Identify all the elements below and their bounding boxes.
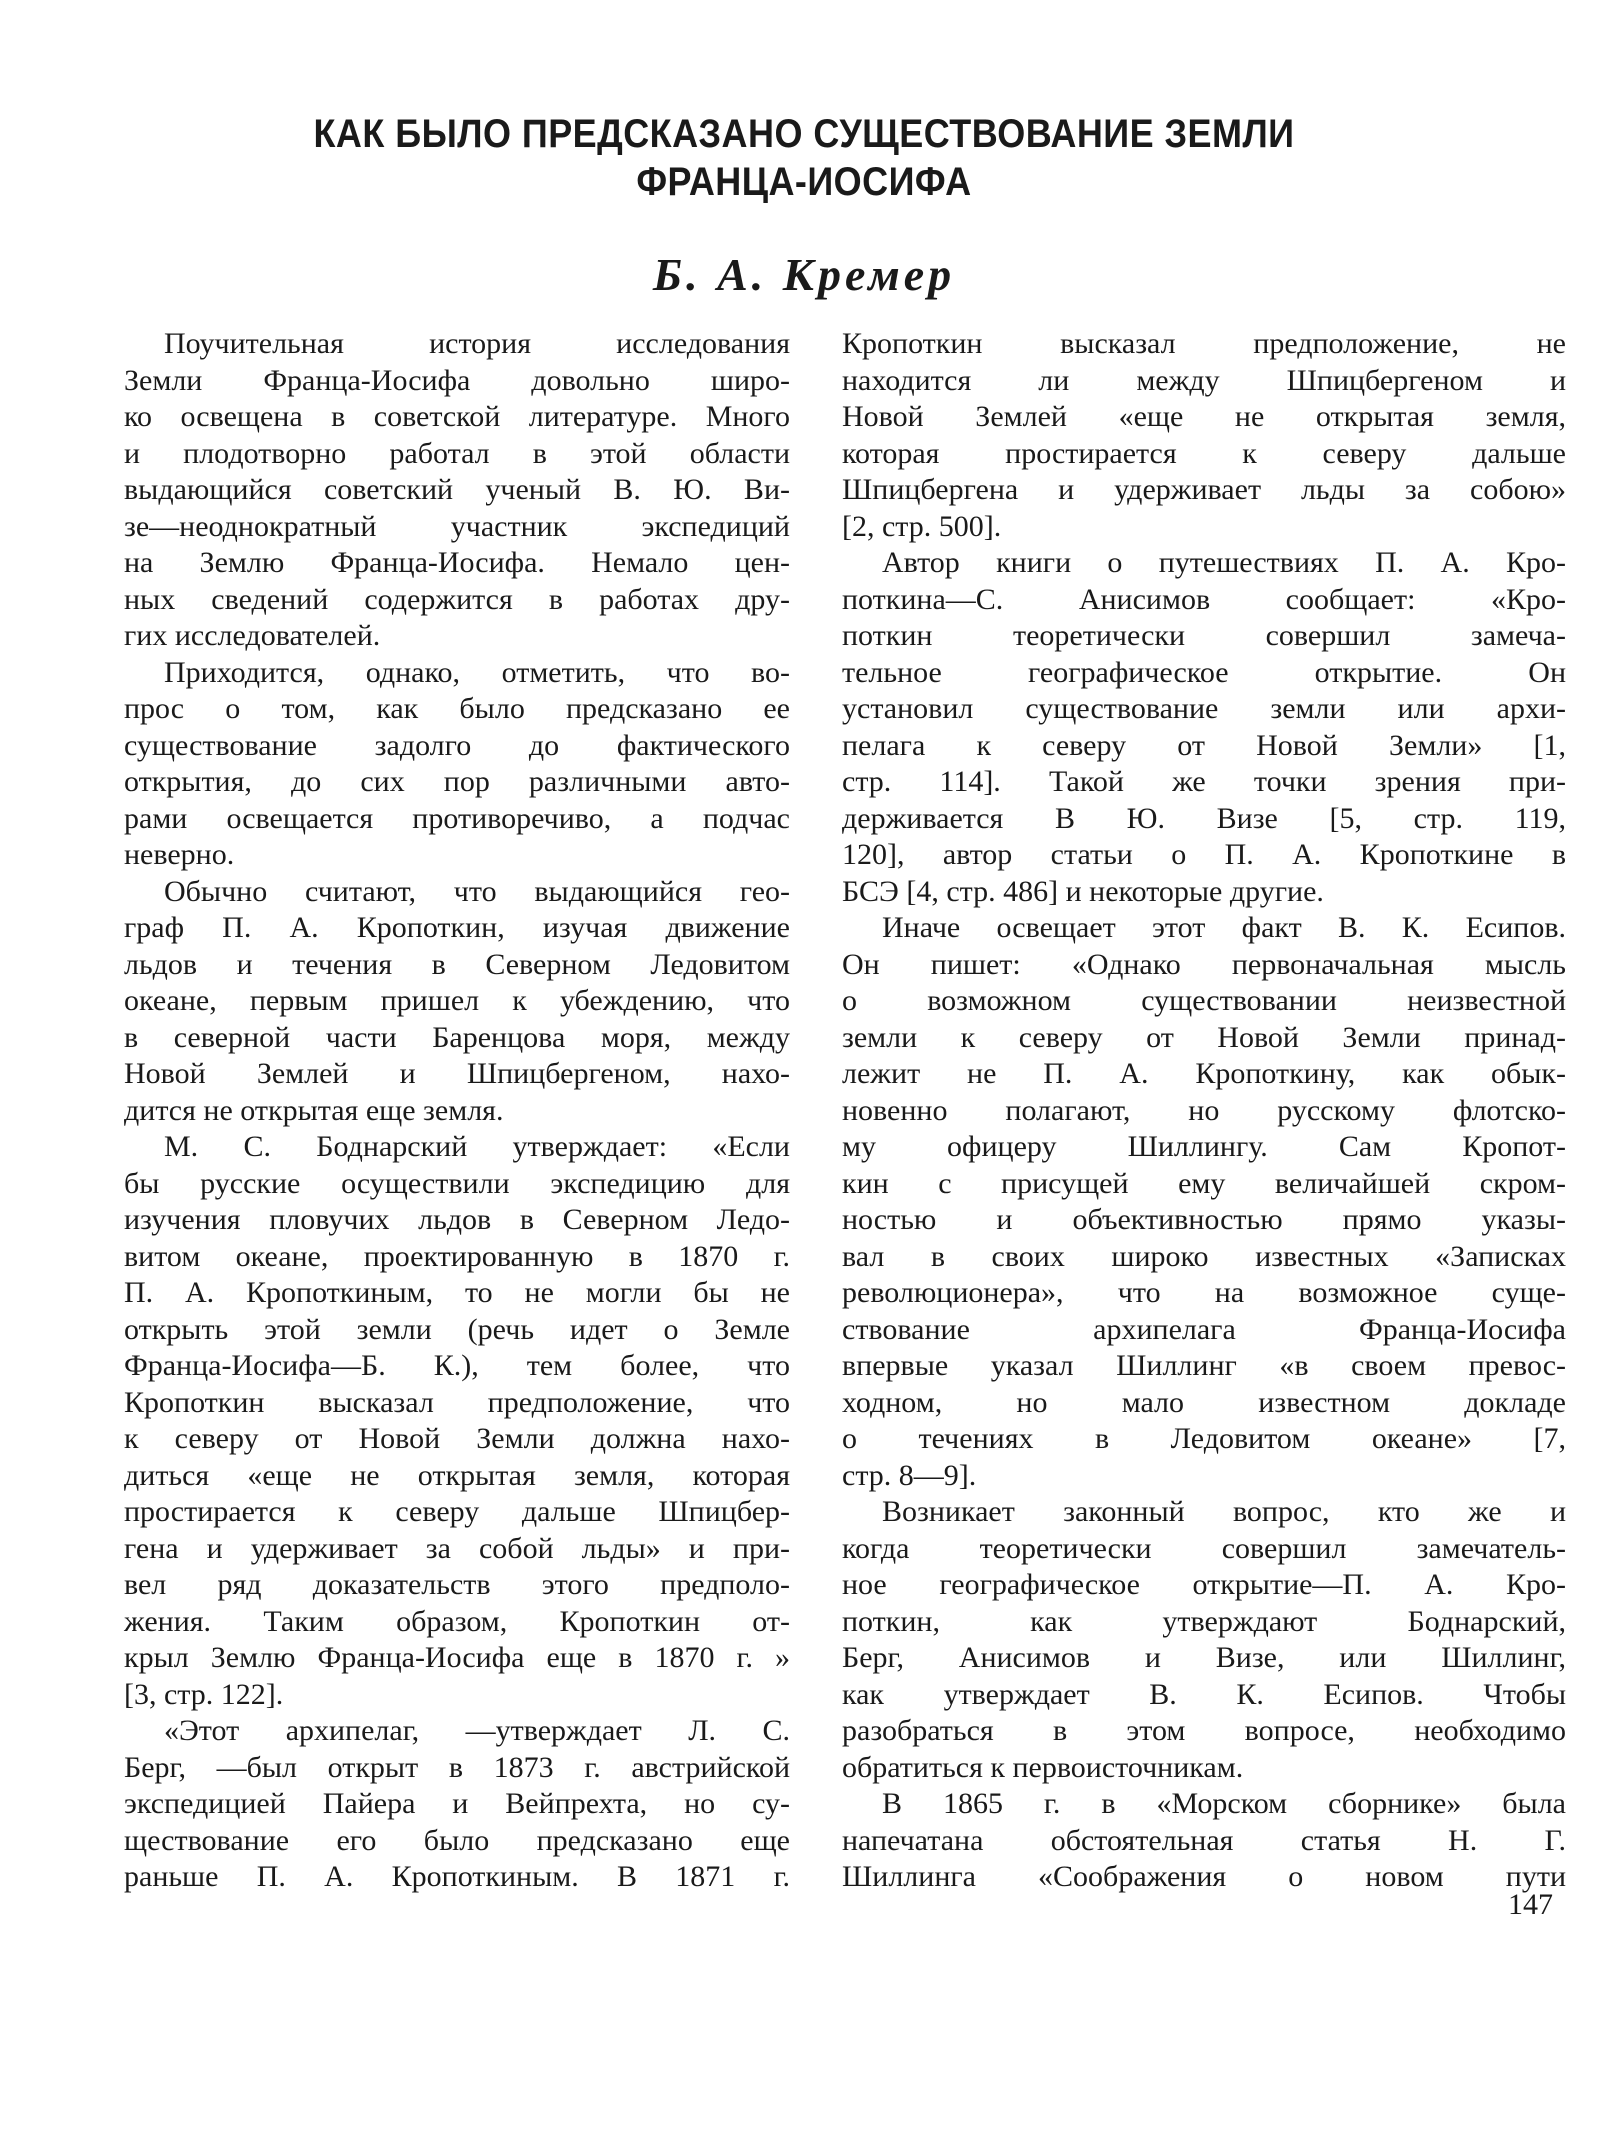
text-line: Новой Землей и Шпицбергеном, нахо- — [124, 1057, 790, 1090]
text-line: ходном, но мало известном докладе — [842, 1385, 1566, 1419]
text-line: В 1865 г. в «Морском сборнике» была — [882, 1787, 1566, 1820]
text-line: новенно полагают, но русскому флотско- — [842, 1093, 1566, 1127]
text-line: крыл Землю Франца-Иосифа еще в 1870 г. » — [124, 1641, 790, 1674]
text-line: тельное географическое открытие. Он — [842, 655, 1566, 689]
text-line: открытия, до сих пор различными авто- — [124, 765, 790, 798]
page-number: 147 — [1508, 1888, 1553, 1921]
text-line: ко освещена в советской литературе. Много — [124, 400, 790, 433]
text-line: гих исследователей. — [124, 619, 381, 652]
text-line: льдов и течения в Северном Ледовитом — [124, 947, 790, 981]
text-line: бы русские осуществили экспедицию для — [124, 1166, 790, 1200]
text-line: открыть этой земли (речь идет о Земле — [124, 1312, 790, 1346]
text-line: земли к северу от Новой Земли принад- — [842, 1020, 1566, 1054]
text-line: стр. 8—9]. — [842, 1458, 977, 1492]
article-title-line-2: ФРАНЦА-ИОСИФА — [636, 160, 972, 204]
paragraph — [842, 545, 1566, 910]
text-line: о возможном существовании неизвестной — [842, 984, 1566, 1017]
text-line: находится ли между Шпицбергеном и — [842, 363, 1566, 397]
right-column — [842, 326, 1566, 1896]
paragraph — [124, 1713, 790, 1896]
text-line: поткин, как утверждают Боднарский, — [842, 1604, 1566, 1638]
text-line: рами освещается противоречиво, а подчас — [124, 801, 790, 835]
paragraph — [842, 326, 1566, 545]
text-line: Новой Землей «еще не открытая земля, — [842, 400, 1566, 433]
article-author: Б. А. Кремер — [652, 249, 956, 300]
text-line: зе—неоднократный участник экспедиций — [124, 509, 790, 543]
text-line: прос о том, как было предсказано ее — [124, 692, 790, 725]
text-line: Возникает законный вопрос, кто же и — [882, 1495, 1566, 1528]
text-line: [3, стр. 122]. — [124, 1677, 284, 1711]
text-line: диться «еще не открытая земля, которая — [124, 1458, 790, 1492]
text-line: Автор книги о путешествиях П. А. Кро- — [882, 546, 1566, 579]
text-line: ществование его было предсказано еще — [124, 1823, 790, 1857]
text-line: «Этот архипелаг, —утверждает Л. С. — [164, 1714, 790, 1747]
paragraph — [124, 655, 790, 874]
text-line: граф П. А. Кропоткин, изучая движение — [124, 911, 790, 944]
text-line: поткин теоретически совершил замеча- — [842, 619, 1566, 652]
text-line: выдающийся советский ученый В. Ю. Ви- — [124, 473, 790, 506]
text-line: которая простирается к северу дальше — [842, 436, 1566, 470]
text-line: БСЭ [4, стр. 486] и некоторые другие. — [842, 874, 1324, 908]
text-line: Берг, Анисимов и Визе, или Шиллинг, — [842, 1641, 1566, 1674]
text-line: неверно. — [124, 838, 235, 871]
text-line: ствование архипелага Франца-Иосифа — [842, 1312, 1566, 1346]
text-line: Он пишет: «Однако первоначальная мысль — [842, 947, 1566, 981]
text-line: разобраться в этом вопросе, необходимо — [842, 1714, 1566, 1747]
text-line: Земли Франца-Иосифа довольно широ- — [124, 363, 790, 397]
text-line: Приходится, однако, отметить, что во- — [164, 655, 790, 689]
text-line: жения. Таким образом, Кропоткин от- — [124, 1604, 790, 1638]
text-line: ных сведений содержится в работах дру- — [124, 582, 790, 616]
text-line: революционера», что на возможное суще- — [842, 1276, 1566, 1309]
text-line: раньше П. А. Кропоткиным. В 1871 г. — [124, 1860, 790, 1893]
text-line: простирается к северу дальше Шпицбер- — [124, 1495, 790, 1528]
text-line: держивается В Ю. Визе [5, стр. 119, — [842, 801, 1566, 835]
text-line: Иначе освещает этот факт В. К. Есипов. — [882, 911, 1566, 944]
text-line: океане, первым пришел к убеждению, что — [124, 984, 790, 1017]
text-line: М. С. Боднарский утверждает: «Если — [164, 1130, 790, 1163]
text-line: лежит не П. А. Кропоткину, как обык- — [842, 1057, 1566, 1090]
text-line: Обычно считают, что выдающийся гео- — [164, 874, 790, 908]
text-line: Франца-Иосифа—Б. К.), тем более, что — [124, 1349, 790, 1382]
paragraph — [842, 910, 1566, 1494]
paragraph — [124, 874, 790, 1130]
text-line: к северу от Новой Земли должна нахо- — [124, 1422, 790, 1455]
text-line: существование задолго до фактического — [124, 728, 790, 762]
text-line: и плодотворно работал в этой области — [124, 436, 790, 470]
text-line: вал в своих широко известных «Записках — [842, 1239, 1566, 1273]
text-line: как утверждает В. К. Есипов. Чтобы — [842, 1677, 1566, 1711]
text-line: обратиться к первоисточникам. — [842, 1750, 1244, 1784]
text-line: 120], автор статьи о П. А. Кропоткине в — [842, 838, 1566, 871]
text-line: изучения пловучих льдов в Северном Ледо- — [124, 1203, 790, 1236]
text-line: в северной части Баренцова моря, между — [124, 1020, 790, 1054]
text-line: дится не открытая еще земля. — [124, 1093, 504, 1127]
text-line: Поучительная история исследования — [164, 327, 790, 360]
paragraph — [842, 1786, 1566, 1896]
text-line: поткина—С. Анисимов сообщает: «Кро- — [842, 582, 1566, 616]
text-line: пелага к северу от Новой Земли» [1, — [842, 728, 1566, 762]
article-title-line-1: КАК БЫЛО ПРЕДСКАЗАНО СУЩЕСТВОВАНИЕ ЗЕМЛИ — [313, 112, 1295, 156]
text-line: стр. 114]. Такой же точки зрения при- — [842, 765, 1566, 798]
text-line: витом океане, проектированную в 1870 г. — [124, 1239, 790, 1273]
text-line: Кропоткин высказал предположение, что — [124, 1385, 790, 1419]
text-line: напечатана обстоятельная статья Н. Г. — [842, 1823, 1566, 1857]
text-line: му офицеру Шиллингу. Сам Кропот- — [842, 1130, 1566, 1163]
paragraph — [842, 1494, 1566, 1786]
text-line: кин с присущей ему величайшей скром- — [842, 1166, 1566, 1200]
text-line: ное географическое открытие—П. А. Кро- — [842, 1568, 1566, 1601]
text-line: экспедицией Пайера и Вейпрехта, но су- — [124, 1787, 790, 1820]
text-line: [2, стр. 500]. — [842, 509, 1002, 543]
text-line: установил существование земли или архи- — [842, 692, 1566, 725]
text-line: Шпицбергена и удерживает льды за собою» — [842, 473, 1566, 506]
text-line: вел ряд доказательств этого предполо- — [124, 1568, 790, 1601]
text-line: о течениях в Ледовитом океане» [7, — [842, 1422, 1566, 1455]
text-line: впервые указал Шиллинг «в своем превос- — [842, 1349, 1566, 1382]
left-column — [124, 326, 790, 1896]
text-line: гена и удерживает за собой льды» и при- — [124, 1531, 790, 1565]
text-line: ностью и объективностью прямо указы- — [842, 1203, 1566, 1236]
text-line: Шиллинга «Соображения о новом пути — [842, 1860, 1566, 1893]
paragraph — [124, 1129, 790, 1713]
text-line: П. А. Кропоткиным, то не могли бы не — [124, 1276, 790, 1309]
text-line: Берг, —был открыт в 1873 г. австрийской — [124, 1750, 790, 1784]
text-line: на Землю Франца-Иосифа. Немало цен- — [124, 546, 790, 579]
text-line: когда теоретически совершил замечатель- — [842, 1531, 1566, 1565]
paragraph — [124, 326, 790, 655]
text-line: Кропоткин высказал предположение, не — [842, 327, 1566, 360]
